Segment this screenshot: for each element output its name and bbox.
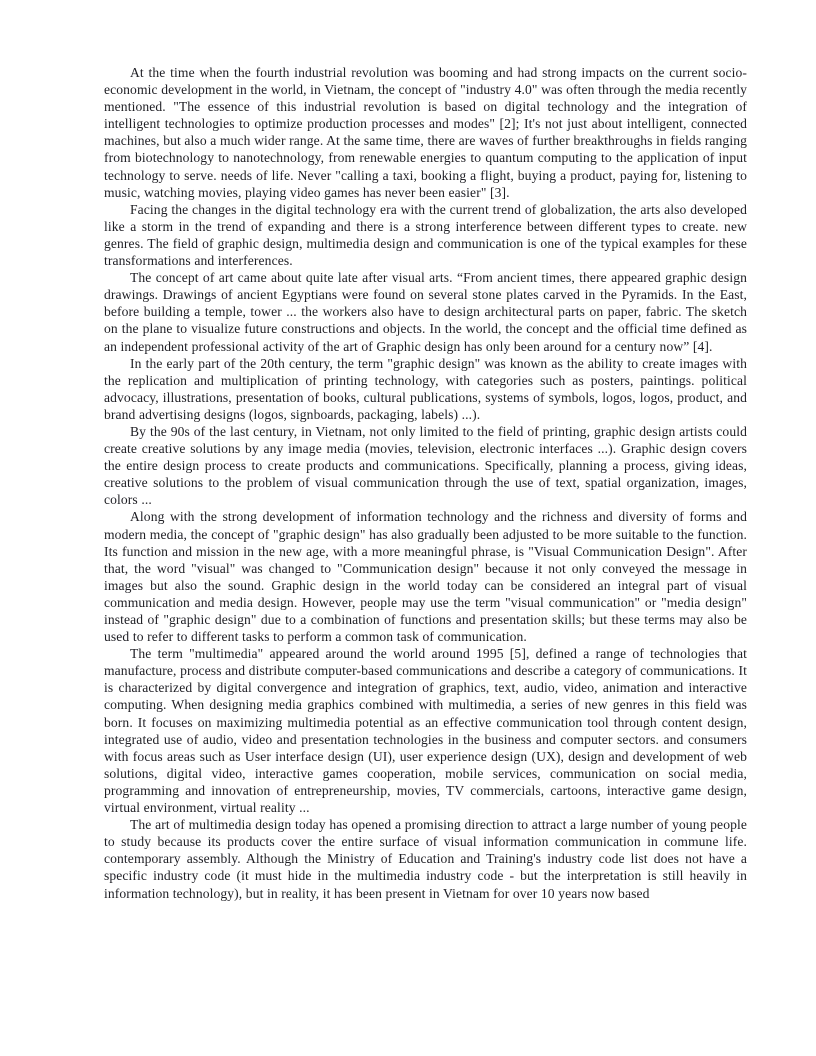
paragraph: Along with the strong development of information technology and the richness and diversity of forms and modern media, the concept of "graphic design" has also gradually been adjusted to be more suitable to the function. Its function and mission in the new age, with a more meaningful phrase, is "Visual Communication Design". After that, the word "visual" was changed to "Communication design" because it not only conveyed the message in images but also the sound. Graphic design in the world today can be considered an integral part of visual communication and media design. However, people may use the term "visual communication" or "media design" instead of "graphic design" due to a combination of functions and presentation skills; but these terms may also be used to refer to different tasks to perform a common task of communication. bbox=[104, 509, 747, 645]
text-block bbox=[104, 64, 747, 902]
paragraph: The art of multimedia design today has opened a promising direction to attract a large number of young people to study because its products cover the entire surface of visual information communication in commune life. contemporary assembly. Although the Ministry of Education and Training's industry code list does not have a specific industry code (it must hide in the multimedia industry code - but the interpretation is still heavily in information technology), but in reality, it has been present in Vietnam for over 10 years now based bbox=[104, 817, 747, 901]
paragraph: In the early part of the 20th century, the term "graphic design" was known as the ability to create images with the replication and multiplication of printing technology, with categories such as posters, paintings. political advocacy, illustrations, presentation of books, cultural publications, systems of symbols, logos, logos, product, and brand advertising designs (logos, signboards, packaging, labels) ...). bbox=[104, 355, 747, 422]
paragraph: Facing the changes in the digital technology era with the current trend of globalization, the arts also developed like a storm in the trend of expanding and there is a strong interference between different types to create. new genres. The field of graphic design, multimedia design and communication is one of the typical examples for these transformations and interferences. bbox=[104, 201, 747, 269]
paragraph: By the 90s of the last century, in Vietnam, not only limited to the field of printing, graphic design artists could create creative solutions by any image media (movies, television, electronic interfaces ...). Graphic design covers the entire design process to create products and communications. Specifically, planning a process, giving ideas, creative solutions to the problem of visual communication through the use of text, spatial organization, images, colors ... bbox=[104, 423, 747, 508]
paragraph: At the time when the fourth industrial revolution was booming and had strong impacts on the current socio-economic development in the world, in Vietnam, the concept of "industry 4.0" was often through the media recently mentioned. "The essence of this industrial revolution is based on digital technology and the integration of intelligent technologies to optimize production processes and modes" [2]; It's not just about intelligent, connected machines, but also a much wider range. At the same time, there are waves of further breakthroughs in fields ranging from biotechnology to nanotechnology, from renewable energies to quantum computing to the application of input technology to serve. needs of life. Never "calling a taxi, booking a flight, buying a product, paying for, listening to music, watching movies, playing video games has never been easier" [3]. bbox=[104, 65, 747, 200]
paragraph: The concept of art came about quite late after visual arts. “From ancient times, there appeared graphic design drawings. Drawings of ancient Egyptians were found on several stone plates carved in the Pyramids. In the East, before building a temple, tower ... the workers also have to design architectural parts on paper, fabric. The sketch on the plane to visualize future constructions and objects. In the world, the concept and the official time defined as an independent professional activity of the art of Graphic design has only been around for a century now” [4]. bbox=[104, 270, 747, 354]
paragraph: The term "multimedia" appeared around the world around 1995 [5], defined a range of technologies that manufacture, process and distribute computer-based communications and describe a category of communications. It is characterized by digital convergence and integration of graphics, text, audio, video, animation and interactive computing. When designing media graphics combined with multimedia, a series of new genres in this field was born. It focuses on maximizing multimedia potential as an effective communication tool through content design, integrated use of audio, video and presentation technologies in the business and computer sectors. and consumers with focus areas such as User interface design (UI), user experience design (UX), design and development of web solutions, digital video, interactive games cooperation, mobile services, communication on social media, programming and innovation of entrepreneurship, movies, TV commercials, cartoons, interactive game design, virtual environment, virtual reality ... bbox=[104, 646, 747, 816]
